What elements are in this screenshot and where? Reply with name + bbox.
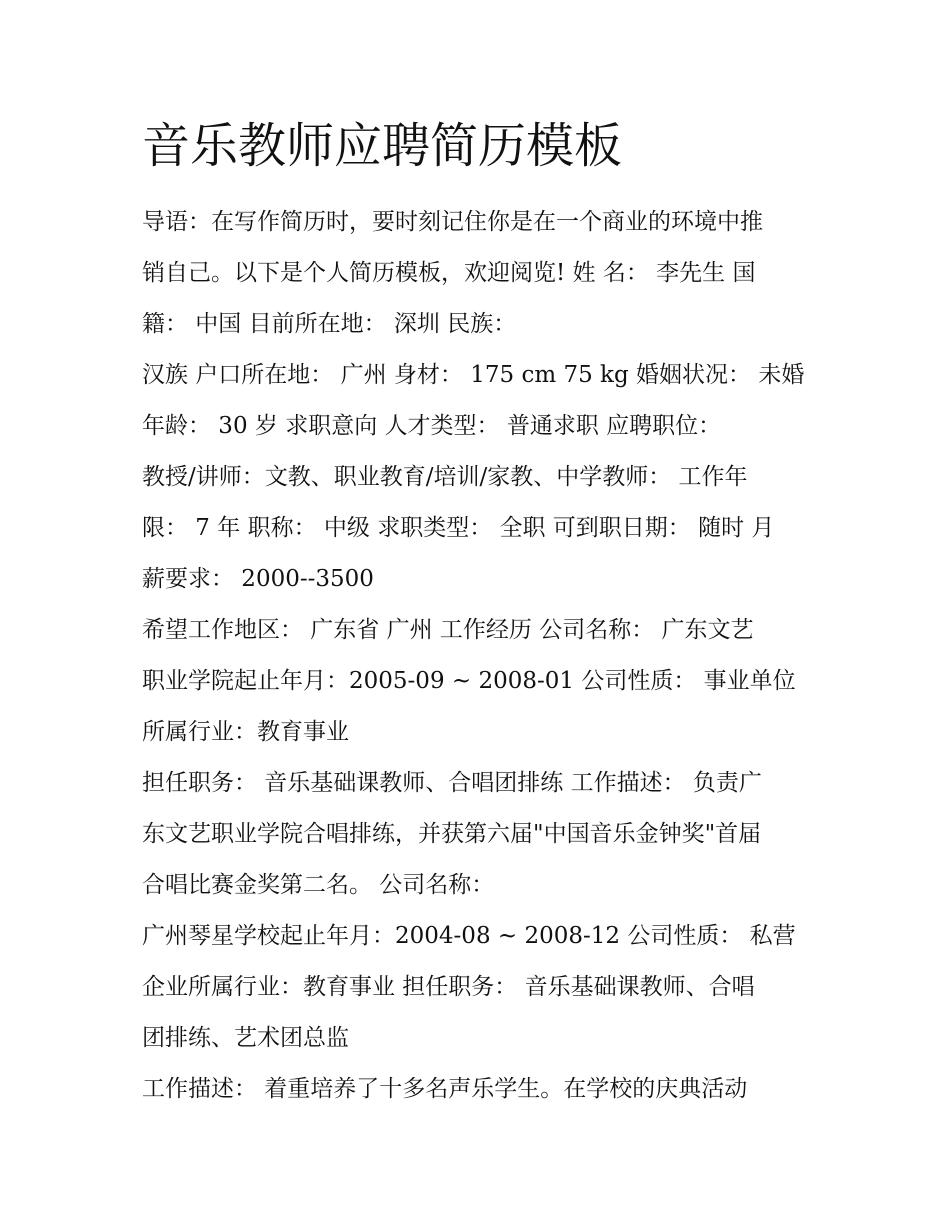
text-line: 职业学院起止年月：2005-09 ~ 2008-01 公司性质： 事业单位 [142,668,796,694]
text-line: 限： 7 年 职称： 中级 求职类型： 全职 可到职日期： 随时 月 [142,515,775,541]
text-line: 汉族 户口所在地： 广州 身材： 175 cm 75 kg 婚姻状况： 未婚 [142,362,805,388]
text-line: 企业所属行业：教育事业 担任职务： 音乐基础课教师、合唱 [142,974,755,1000]
text-line: 销自己。以下是个人简历模板，欢迎阅览! 姓 名： 李先生 国 [142,260,756,286]
document-body [142,197,822,1115]
text-line: 所属行业：教育事业 [142,719,349,745]
text-line: 广州琴星学校起止年月：2004-08 ~ 2008-12 公司性质： 私营 [142,923,796,949]
text-line: 薪要求： 2000--3500 [142,566,374,592]
text-line: 希望工作地区： 广东省 广州 工作经历 公司名称： 广东文艺 [142,617,754,643]
text-line: 合唱比赛金奖第二名。 公司名称： [142,872,495,898]
text-line: 籍： 中国 目前所在地： 深圳 民族： [142,311,517,337]
text-line: 年龄： 30 岁 求职意向 人才类型： 普通求职 应聘职位： [142,413,722,439]
text-line: 担任职务： 音乐基础课教师、合唱团排练 工作描述： 负责广 [142,770,762,796]
text-line: 东文艺职业学院合唱排练，并获第六届"中国音乐金钟奖"首届 [142,821,762,847]
text-line: 导语：在写作简历时，要时刻记住你是在一个商业的环境中推 [142,209,763,235]
text-line: 团排练、艺术团总监 [142,1025,349,1051]
document-title: 音乐教师应聘简历模板 [142,118,623,174]
text-line: 教授/讲师：文教、职业教育/培训/家教、中学教师： 工作年 [142,464,748,490]
text-line: 工作描述： 着重培养了十多名声乐学生。在学校的庆典活动 [142,1076,748,1102]
